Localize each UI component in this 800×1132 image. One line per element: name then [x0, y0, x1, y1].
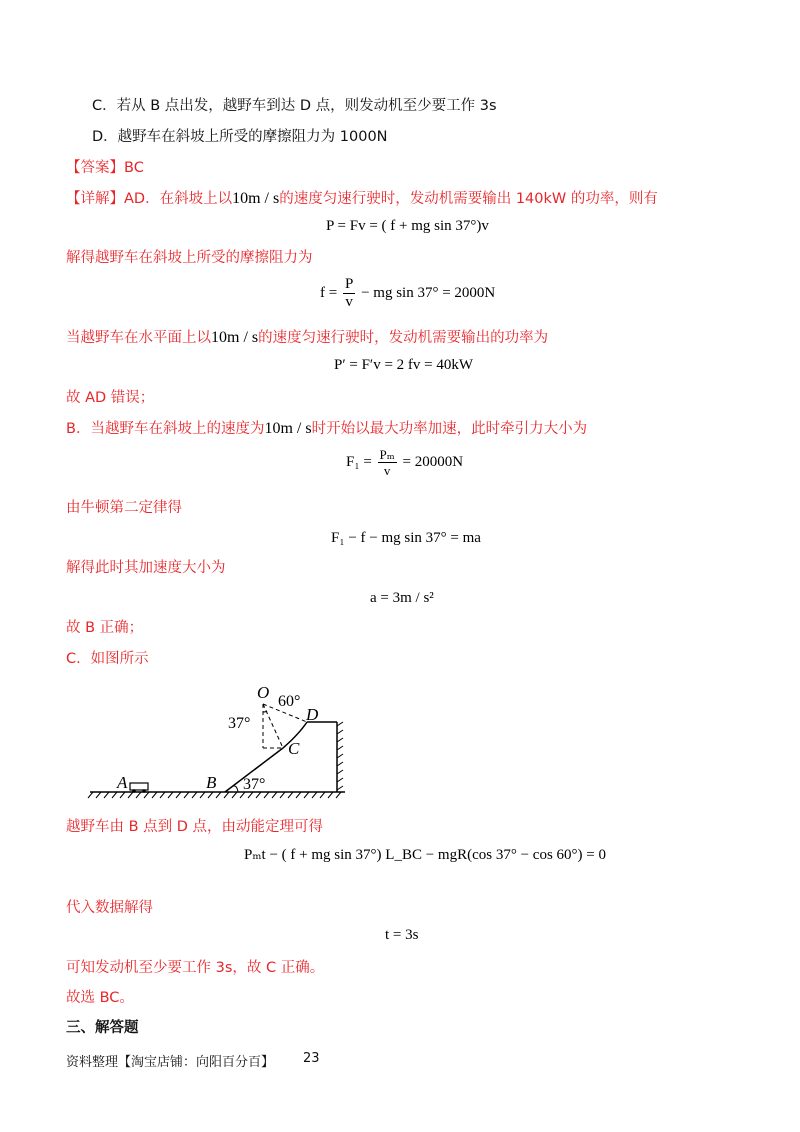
- text-energy: 越野车由 B 点到 D 点，由动能定理可得: [66, 819, 324, 835]
- equation-energy: Pₘt − ( f + mg sin 37°) L_BC − mgR(cos 37° − cos 60°) = 0: [244, 847, 606, 863]
- unit-10ms-3: 10m / s: [264, 420, 312, 437]
- text-substitute: 代入数据解得: [66, 900, 153, 916]
- equation-power-slope: P = Fv = ( f + mg sin 37°)v: [326, 218, 489, 234]
- label-c: C: [288, 739, 300, 758]
- text-flat: [66, 328, 548, 348]
- page-number: 23: [303, 1051, 320, 1066]
- text-b-correct: 故 B 正确；: [66, 620, 144, 636]
- equation-time: t = 3s: [385, 927, 419, 943]
- eq4-left: F₁ =: [346, 453, 372, 470]
- equation-friction: [320, 276, 495, 311]
- equation-power-flat: P′ = F′v = 2 fv = 40kW: [334, 357, 474, 373]
- text-b-suffix: 时开始以最大功率加速，此时牵引力大小为: [311, 421, 588, 437]
- text-b-prefix: B．当越野车在斜坡上的速度为: [66, 421, 265, 437]
- detail-ad-suffix: 的速度匀速行驶时，发动机需要输出 140kW 的功率，则有: [279, 191, 658, 207]
- equation-traction: [346, 447, 463, 478]
- text-flat-prefix: 当越野车在水平面上以: [66, 330, 211, 346]
- unit-10ms-2: 10m / s: [211, 329, 259, 346]
- text-c-correct: 可知发动机至少要工作 3s，故 C 正确。: [66, 960, 325, 976]
- eq2-den: v: [345, 294, 353, 310]
- unit-10ms: 10m / s: [232, 190, 280, 207]
- label-o: O: [257, 683, 270, 702]
- option-d: D．越野车在斜坡上所受的摩擦阻力为 1000N: [92, 129, 388, 145]
- fraction-pm-over-v: [378, 447, 397, 478]
- text-accel: 解得此时其加速度大小为: [66, 560, 226, 576]
- text-ad-wrong: 故 AD 错误；: [66, 390, 155, 406]
- wall-hatch: [337, 722, 343, 790]
- label-b: B: [206, 773, 217, 792]
- label-37-top: 37°: [228, 715, 251, 732]
- eq4-right: = 20000N: [402, 453, 464, 470]
- text-b: [66, 419, 587, 439]
- answer: 【答案】BC: [66, 160, 144, 176]
- equation-newton: F₁ − f − mg sin 37° = ma: [331, 530, 481, 546]
- label-60: 60°: [278, 693, 301, 710]
- equation-accel: a = 3m / s²: [370, 590, 434, 606]
- footer-source: 资料整理【淘宝店铺：向阳百分百】: [66, 1055, 275, 1070]
- label-a: A: [117, 773, 128, 792]
- eq2-num: P: [344, 276, 354, 292]
- ground-hatch: [88, 792, 341, 798]
- text-choose: 故选 BC。: [66, 990, 134, 1006]
- angle-arc-o: [263, 711, 267, 712]
- section-heading: 三、解答题: [66, 1020, 139, 1036]
- option-c: C．若从 B 点出发，越野车到达 D 点，则发动机至少要工作 3s: [92, 98, 497, 114]
- text-friction: 解得越野车在斜坡上所受的摩擦阻力为: [66, 250, 313, 266]
- eq4-num: Pₘ: [379, 447, 395, 462]
- label-d: D: [306, 705, 319, 724]
- eq2-left: f =: [320, 284, 338, 301]
- text-flat-suffix: 的速度匀速行驶时，发动机需要输出的功率为: [258, 330, 549, 346]
- text-c-figure: C．如图所示: [66, 651, 149, 667]
- slope-diagram: [85, 682, 365, 802]
- eq4-den: v: [383, 463, 391, 478]
- detail-ad-prefix: 【详解】AD．在斜坡上以: [66, 191, 233, 207]
- detail-ad: [66, 189, 658, 209]
- fraction-p-over-v: [343, 276, 355, 311]
- label-37-bottom: 37°: [243, 776, 266, 793]
- text-newton: 由牛顿第二定律得: [66, 500, 182, 516]
- eq2-right: − mg sin 37° = 2000N: [361, 284, 496, 301]
- dash-oc: [263, 704, 283, 748]
- angle-arc-b: [233, 786, 238, 792]
